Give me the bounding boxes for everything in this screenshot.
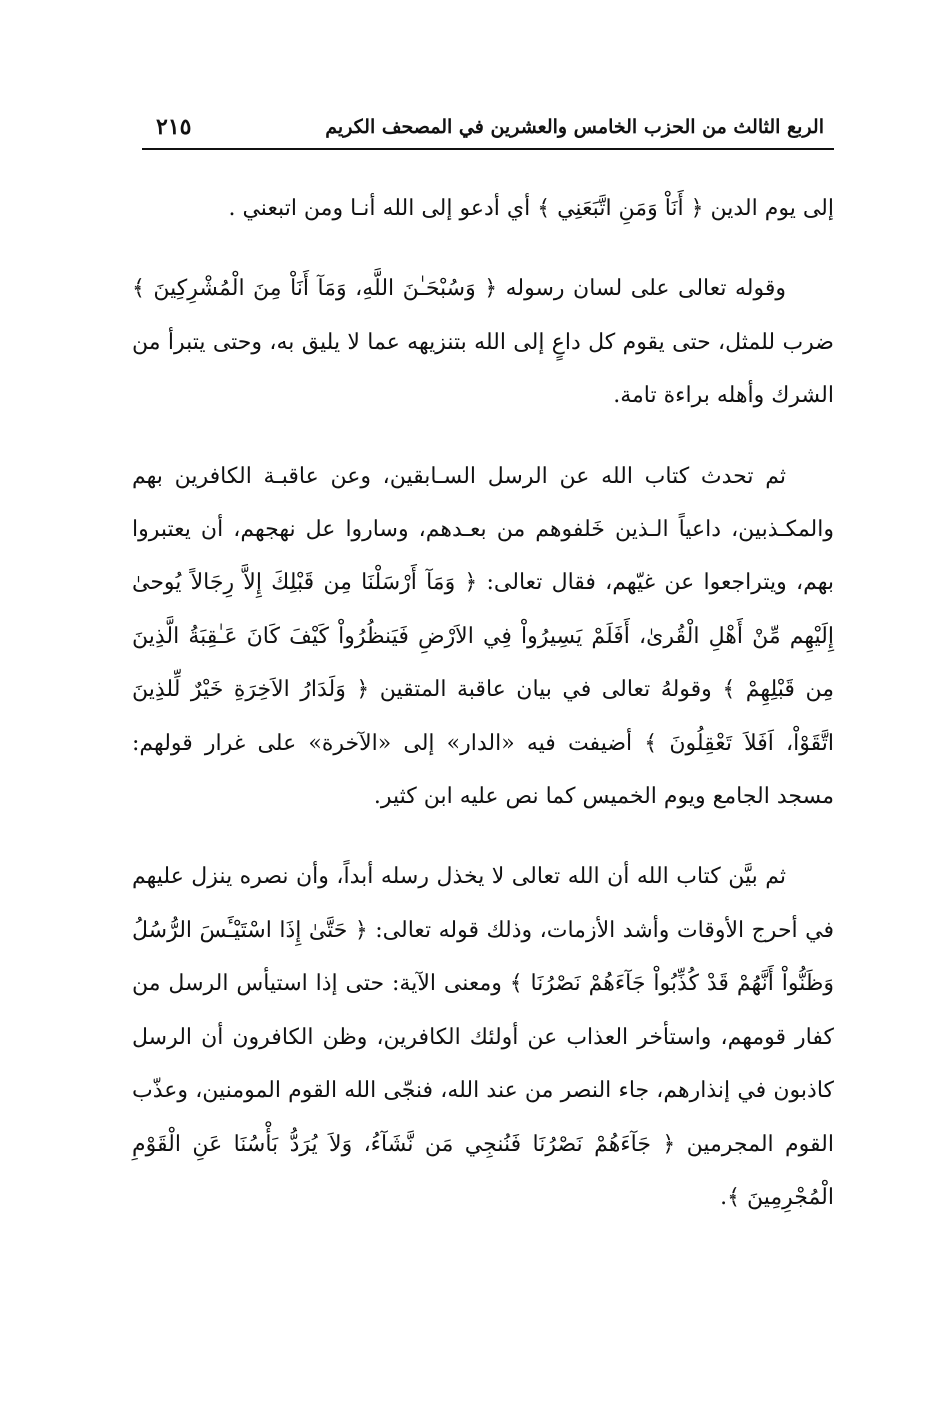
paragraph-gap [132,423,834,450]
paragraph-prophet-speech: وقوله تعالى على لسان رسوله ﴿ وَسُبْحَـٰنَ اللَّهِ، وَمَآ أَنَاْ مِنَ الْمُشْرِكِينَ ﴾ ضرب للمثل، حتى يقوم كل داعٍ إلى الله بتنزيهه عما لا يليق به، وحتى يتبرأ من الشرك وأهله براءة تامة. [132,276,834,409]
paragraph-gap [132,823,834,850]
header-title: الربع الثالث من الحزب الخامس والعشرين في المصحف الكريم [325,116,824,138]
paragraph-continuation: إلى يوم الدين ﴿ أَنَاْ وَمَنِ اتَّبَعَنِي ﴾ أي أدعو إلى الله أنـا ومن اتبعني . [228,196,834,221]
paragraph-previous-messengers: ثم تحدث كتاب الله عن الرسل السـابقين، وعن عاقبـة الكافرين بهم والمكـذبين، داعياً الـذين خَلفوهم من بعـدهم، وساروا عل نهجهم، أن يعتبروا بهم، ويتراجعوا عن غيّهم، فقال تعالى: ﴿ وَمَآ أَرْسَلْنَا مِن قَبْلِكَ إِلاَّ رِجَالاً يُوحىٰ إِلَيْهِم مِّنْ أَهْلِ الْقُرىٰ، أَفَلَمْ يَسِيرُواْ فِي الاَرْضِ فَيَنظُرُواْ كَيْفَ كَانَ عَـٰقِبَةُ الَّذِينَ مِن قَبْلِهِمْ ﴾ وقولهُ تعالى في بيان عاقبة المتقين ﴿ وَلَدَارُ الاَخِرَةِ خَيْرٌ لِّلذِينَ اتَّقَوْاْ، اَفَلاَ تَعْقِلُونَ ﴾ أضيفت فيه «الدار» إلى «الآخرة» على غرار قولهم: مسجد الجامع ويوم الخميس كما نص عليه ابن كثير. [132,463,834,810]
page-body [132,182,834,1224]
running-header [142,108,834,150]
paragraph-divine-victory: ثم بيَّن كتاب الله أن الله تعالى لا يخذل رسله أبداً، وأن نصره ينزل عليهم في أحرج الأوقات وأشد الأزمات، وذلك قوله تعالى: ﴿ حَتَّىٰ إِذَا اسْتَيْـَٔسَ الرُّسُلُ وَظَنُّواْ أَنَّهُمْ قَدْ كُذِّبُواْ جَآءَهُمْ نَصْرُنَا ﴾ ومعنى الآية: حتى إذا استيأس الرسل من كفار قومهم، واستأخر العذاب عن أولئك الكافرين، وظن الكافرون أن الرسل كاذبون في إنذارهم، جاء النصر من عند الله، فنجّى الله القوم المومنين، وعذّب القوم المجرمين ﴿ جَآءَهُمْ نَصْرُنَا فَنُنجِي مَن نَّشَآءُ، وَلاَ يُرَدُّ بَأْسُنَا عَنِ الْقَوْمِ الْمُجْرِمِينَ ﴾. [132,864,834,1210]
paragraph-gap [132,235,834,262]
page-number: ٢١٥ [156,114,192,140]
